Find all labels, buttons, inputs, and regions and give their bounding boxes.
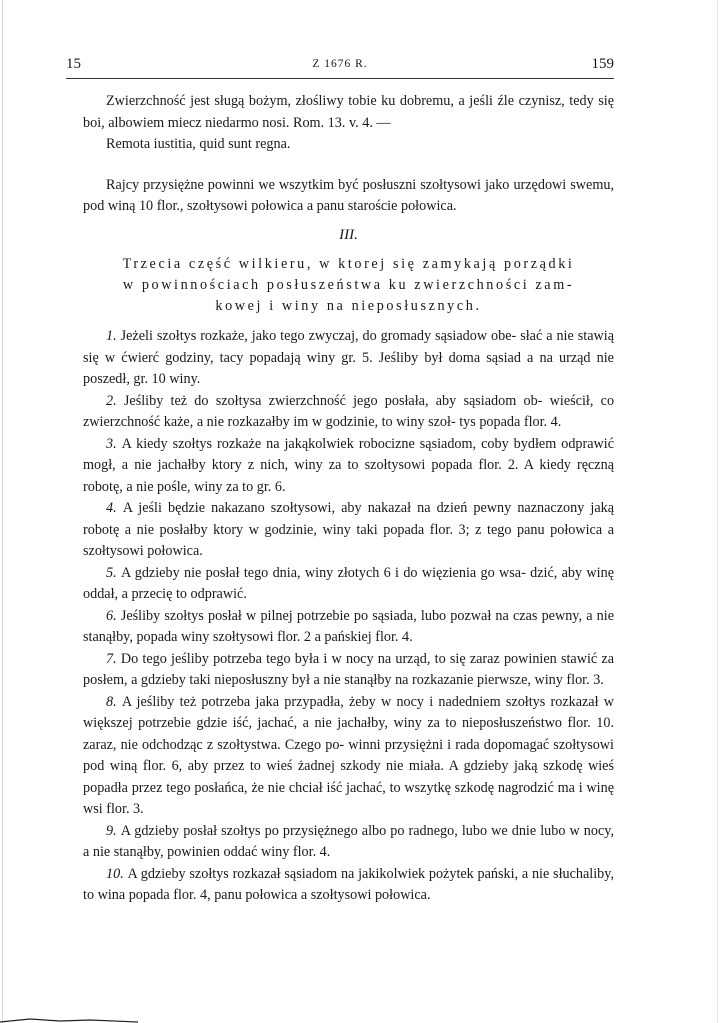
- article-6: [83, 606, 614, 649]
- text-line: a nie słuchaliby, to wina popada flor. 4, panu połowica a szołtysowi połowica.: [83, 865, 614, 903]
- text-line: flor. 3; z tego panu połowica a szołtysowi połowica.: [83, 521, 614, 559]
- article-7: [83, 649, 614, 692]
- article-number: 2.: [106, 392, 124, 409]
- text-line: czas pewny, a nie stanąłby, popada winy szołtysowi flor. 2 a pańskiej flor. 4.: [83, 607, 614, 645]
- article-10: [83, 864, 614, 907]
- article-number: 1.: [106, 328, 121, 344]
- paragraph-remota: [83, 134, 614, 156]
- text-line: A gdzieby szołtys rozkazał sąsiadom na jakikolwiek pożytek pański,: [127, 865, 522, 882]
- scan-edge-right: [717, 0, 718, 1023]
- text-line: naznaczony jaką robotę a nie posłałby ktory w godzinie, winy taki popada: [83, 500, 615, 538]
- article-number: 8.: [106, 693, 122, 710]
- text-line: Do tego jeśliby potrzeba tego była i w nocy na urząd, to się zaraz: [120, 650, 504, 667]
- section-title-line: kowej i winy na nieposłusznych.: [215, 298, 482, 314]
- article-number: 9.: [106, 822, 121, 839]
- scan-corner-mark: [0, 1011, 140, 1023]
- text-line: Remota iustitia, quid sunt regna.: [106, 136, 291, 152]
- article-number: 10.: [106, 865, 128, 882]
- article-3: [83, 434, 614, 499]
- article-4: [83, 498, 614, 563]
- spacer: [83, 317, 614, 326]
- text-line: A jeśli będzie nakazano szołtysowi, aby nakazał na dzień pewny: [122, 500, 518, 516]
- text-line: dzić, aby winę oddał, a przecię to odprawić.: [83, 564, 615, 602]
- text-line: A jeśliby też potrzeba jaka przypadła, żeby w nocy i nadedniem: [121, 693, 506, 710]
- text-line: urzędowi swemu, pod winą 10 flor., szołtysowi połowica a panu staroście: [83, 176, 614, 214]
- text-line: połowica.: [400, 198, 457, 214]
- text-line: czynisz, tedy się boi, albowiem miecz niedarmo nosi. Rom. 13. v. 4. —: [83, 93, 614, 131]
- article-1: [83, 326, 614, 391]
- paragraph-zwierzchnosc: [83, 91, 614, 134]
- text-line: popada flor. 2. A kiedy ręczną robotę, a nie pośle, winy za to gr. 6.: [83, 457, 614, 495]
- text-line: tys popada flor. 4.: [459, 414, 562, 430]
- text-line: winni przysiężni i rada dopomagać szołtysowi pod winą flor. 6, aby przez: [83, 736, 614, 774]
- article-number: 5.: [106, 564, 121, 581]
- article-number: 3.: [106, 435, 122, 452]
- text-line: Jeżeli szołtys rozkaże, jako tego zwyczaj, do gromady sąsiadow obe-: [120, 328, 517, 344]
- text-line: to wieś żadnej szkody nie miała. A gdzieby jaką szkodę wieś popadła przez: [83, 758, 614, 796]
- section-title-line: w powinnościach posłuszeństwa ku zwierzchności zam-: [122, 277, 575, 293]
- article-number: 4.: [106, 500, 123, 516]
- text-line: na rozkazanie pierwsze, winy flor. 3.: [395, 672, 604, 688]
- text-line: słać a nie stawią się w ćwierć godziny, tacy popadają winy gr. 5. Jeśliby: [83, 328, 614, 366]
- scan-edge-left: [2, 0, 3, 1023]
- paragraph-rajcy: [83, 175, 614, 218]
- article-number: 7.: [106, 650, 121, 667]
- running-header: [66, 56, 614, 78]
- running-title: Z 1676 R.: [312, 58, 368, 70]
- spacer: [83, 156, 614, 175]
- text-line: szołtys rozkazał w większej potrzebie gdzie iść, jachać, a nie jachałby, winy: [83, 693, 615, 731]
- article-5: [83, 563, 614, 606]
- article-number: 6.: [106, 607, 121, 624]
- text-line: Jeśliby też do szołtysa zwierzchność jego posłała, aby sąsiadom ob-: [123, 392, 543, 409]
- text-line: A kiedy szołtys rozkaże na jakąkolwiek robocizne sąsiadom, coby: [121, 435, 514, 452]
- header-rule: [66, 78, 614, 79]
- text-line: A gdzieby posłał szołtys po przysiężnego albo po radnego, lubo we: [120, 822, 512, 839]
- text-line: Jeśliby szołtys posłał w pilnej potrzebie po sąsiada, lubo pozwał na: [120, 607, 513, 624]
- text-line: dnie lubo w nocy, a nie stanąłby, powinien oddać winy flor. 4.: [83, 822, 615, 860]
- text-line: był doma sąsiad a na urząd nie poszedł, gr. 10 winy.: [83, 349, 614, 387]
- signature-mark: 15: [66, 56, 81, 72]
- text-line: bydłem odprawić mogł, a nie jachałby ktory z nich, winy za to szołtysowi: [83, 435, 615, 473]
- text-line: Zwierzchność jest sługą bożym, złośliwy tobie ku dobremu, a jeśli źle: [106, 93, 519, 109]
- article-2: [83, 391, 614, 434]
- text-line: za to nieposłuszeństwo flor. 10. zaraz, nie odchodząc z szołtystwa. Czego po-: [83, 715, 614, 753]
- text-line: i winę wsi flor. 3.: [83, 779, 614, 817]
- text-line: Rajcy przysiężne powinni we wszytkim być posłuszni szołtysowi jako: [106, 176, 514, 193]
- section-number: III.: [339, 226, 358, 243]
- text-line: powinien stawić za posłem, a gdzieby taki nieposłuszny był a nie stanąłby: [83, 650, 615, 688]
- page-number: 159: [591, 56, 614, 72]
- article-9: [83, 821, 614, 864]
- page-body: [83, 91, 614, 907]
- text-line: A gdzieby nie posłał tego dnia, winy złotych 6 i do więzienia go wsa-: [120, 564, 526, 581]
- article-8: [83, 692, 614, 821]
- text-line: wieścił, co zwierzchność każe, a nie rozkazałby im w godzinie, to winy szoł-: [83, 392, 615, 430]
- section-title-line: Trzecia część wilkieru, w ktorej się zamykają porządki: [122, 256, 575, 272]
- text-line: tego posłańca, że nie chciał iść jachać, to wszytkę szkodę nagrodzić ma: [166, 779, 579, 796]
